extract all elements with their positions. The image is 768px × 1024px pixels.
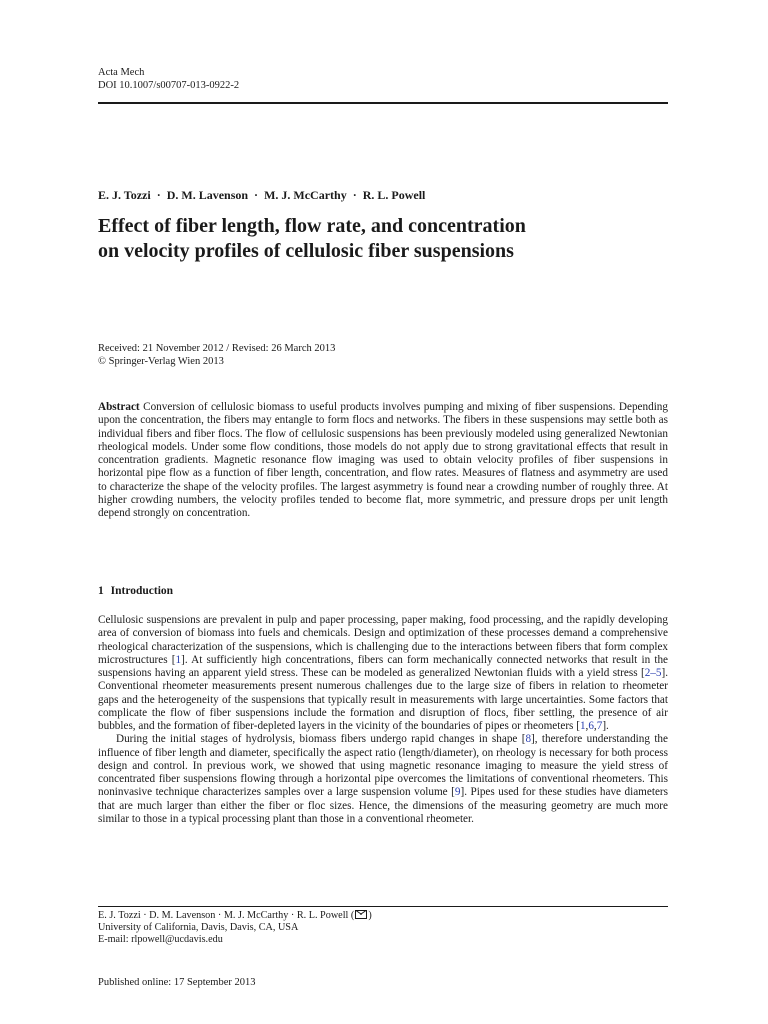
citation-separator: ,: [585, 720, 589, 732]
author-name: E. J. Tozzi: [98, 188, 151, 202]
footnote-authors: [98, 910, 372, 922]
footnote-email[interactable]: E-mail: rlpowell@ucdavis.edu: [98, 934, 223, 945]
paragraph: [98, 733, 668, 826]
author-separator: ·: [254, 188, 259, 202]
abstract: [98, 401, 668, 520]
citation-link[interactable]: 1: [579, 720, 586, 732]
section-number: 1: [98, 585, 104, 597]
citation-link[interactable]: 9: [454, 786, 461, 799]
paragraph-text: During the initial stages of hydrolysis, biomass fibers undergo rapid changes in shape [: [116, 733, 526, 746]
author-separator: ·: [352, 188, 357, 202]
footnote-bracket: ): [368, 910, 372, 921]
citation-link[interactable]: 1: [175, 653, 182, 666]
citation-link[interactable]: 2–5: [644, 667, 662, 679]
published-date: Published online: 17 September 2013: [98, 977, 256, 988]
author-name: M. J. McCarthy: [264, 188, 347, 202]
paragraph-text: ], therefore understanding the influence of fiber length and diameter, specifically the aspect ratio (length/diameter), on rheology is necessary for both process design and control. In previous work, we showed that using magnetic resonance imaging to measure the yield stress of concentrated fiber suspensions flowing through a horizontal pipe overcomes the limitations of conventional rheometers. This noninvasive technique characterizes samples over a large suspension volume [: [98, 733, 668, 799]
paragraph-text: ]. At sufficiently high concentrations, fibers can form mechanically connected networks that result in the suspensions having an apparent yield stress. These can be modeled as generalized Newtonian fluids with a yield stress [: [98, 653, 668, 679]
copyright-notice: © Springer-Verlag Wien 2013: [98, 355, 224, 367]
abstract-label: Abstract: [98, 401, 140, 413]
paragraph-text: ]. Pipes used for these studies have diameters that are much larger than either the fiber or floc sizes. Hence, the dimensions of the measuring geometry are much more similar to those in a typical processing plant than those in a conventional rheometer.: [98, 786, 668, 825]
envelope-icon: [355, 910, 367, 919]
author-name: D. M. Lavenson: [166, 188, 249, 202]
paragraph-text: ]. Conventional rheometer measurements present numerous challenges due to the large size of fibers in relation to rheometer gaps and the heterogeneity of the suspensions that typically result in measurements with large uncertainties. Some factors that complicate the flow of fiber suspensions include the formation and disruption of flocs, fiber settling, the presence of air bubbles, and the formation of fiber-depleted layers in the vicinity of the boundaries of pipes or rheometers [: [98, 667, 668, 732]
section-body: [98, 614, 668, 826]
footnote-rule: [98, 906, 668, 907]
journal-doi[interactable]: DOI 10.1007/s00707-013-0922-2: [98, 79, 240, 91]
footnote-affiliation: University of California, Davis, Davis, CA, USA: [98, 922, 299, 933]
footnote: [98, 910, 372, 946]
section-heading: [98, 585, 173, 597]
citation-link[interactable]: 7: [596, 720, 603, 732]
received-date: Received: 21 November 2012 / Revised: 26 March 2013: [98, 343, 336, 354]
header-rule: [98, 102, 668, 104]
title-line-1: Effect of fiber length, flow rate, and concentration: [98, 215, 526, 237]
author-separator: ·: [156, 188, 161, 202]
paragraph: [98, 614, 668, 733]
journal-name: Acta Mech: [98, 67, 145, 78]
journal-header: [98, 67, 239, 92]
author-name: R. L. Powell: [362, 188, 426, 202]
publication-dates: [98, 343, 335, 368]
author-list: [98, 188, 425, 203]
section-title: Introduction: [110, 585, 174, 597]
citation-link[interactable]: 8: [525, 733, 532, 746]
title-line-2: on velocity profiles of cellulosic fiber suspensions: [98, 240, 514, 262]
paragraph-text: ].: [602, 720, 609, 732]
citation-separator: ,: [593, 720, 597, 732]
paper-title: [98, 214, 668, 264]
footnote-authors-text: E. J. Tozzi · D. M. Lavenson · M. J. McCarthy · R. L. Powell (: [98, 910, 355, 921]
abstract-text: Conversion of cellulosic biomass to useful products involves pumping and mixing of fiber suspensions. Depending upon the concentration, the fibers may entangle to form flocs and networks. The fibers in these suspensions may settle both as individual fibers and fiber flocs. The flow of cellulosic suspensions has been previously modeled using generalized Newtonian rheological models. Under some flow conditions, those models do not apply due to strong gravitational effects that result in concentration gradients. Magnetic resonance flow imaging was used to obtain velocity profiles of fiber suspensions in horizontal pipe flow as a function of fiber length, concentration, and flow rates. Measures of flatness and asymmetry are used to characterize the shape of the velocity profiles. The largest asymmetry is found near a crowding number of roughly three. At higher crowding numbers, the velocity profiles tended to become flat, more symmetric, and pressure drops per unit length depend strongly on concentration.: [98, 401, 668, 519]
paragraph-text: Cellulosic suspensions are prevalent in pulp and paper processing, paper making, food processing, and the rapidly developing area of conversion of biomass into fuels and chemicals. Design and optimization of these processes demand a comprehensive rheological characterization of the suspensions, which is challenging due to the interactions between fibers that form complex microstructures [: [98, 614, 668, 666]
citation-link[interactable]: 6: [588, 720, 594, 732]
